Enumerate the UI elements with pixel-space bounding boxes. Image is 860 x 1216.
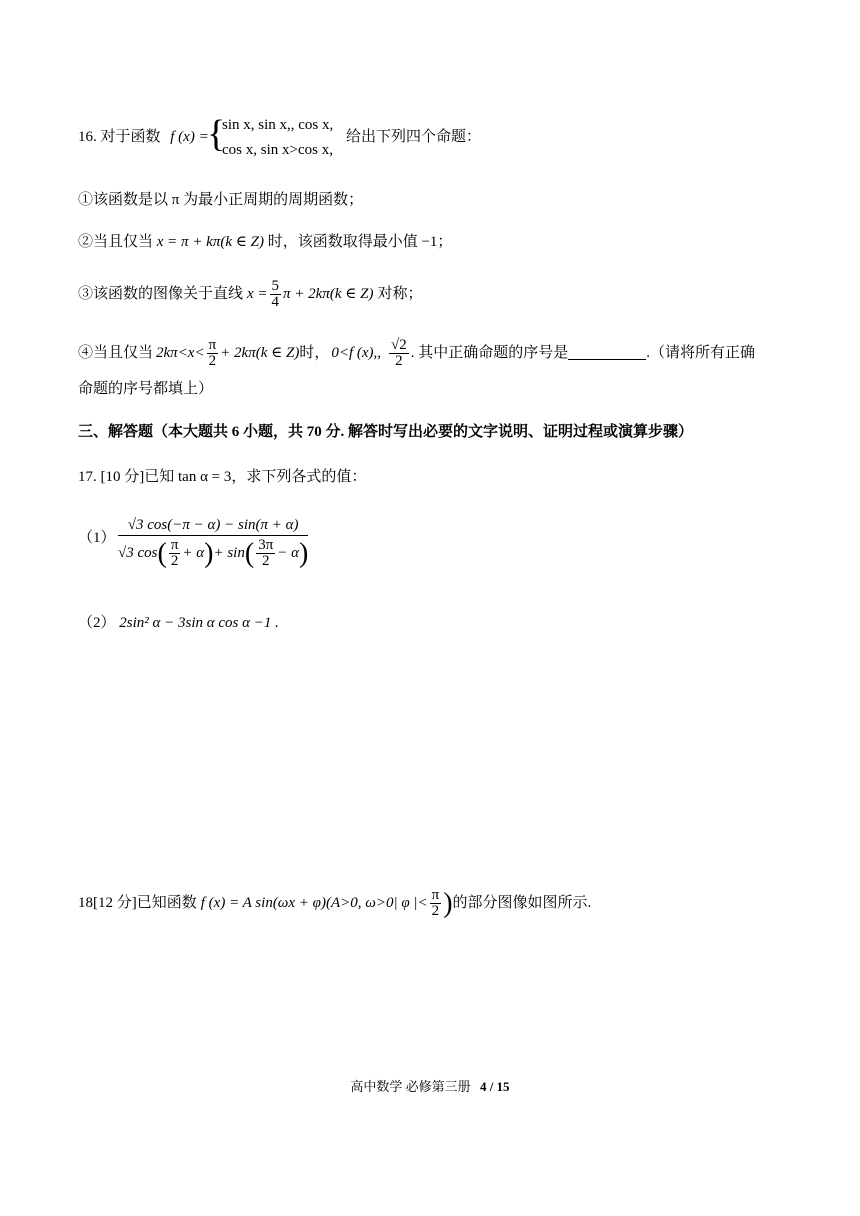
paren-open-1: ( [157, 537, 167, 569]
answer-blank[interactable] [568, 347, 646, 360]
q16-intro-tail: 给出下列四个命题： [346, 129, 482, 145]
den-frac2-den: 2 [256, 553, 275, 569]
q16-proposition-4-cont: 命题的序号都填上） [78, 381, 214, 397]
p3-frac-den: 4 [271, 294, 280, 310]
q16-intro [78, 130, 209, 145]
p2-math: x = π + kπ(k ∈ Z) [156, 234, 264, 250]
q18-tail: 的部分图像如图所示. [452, 895, 592, 911]
q18-math: f (x) = A sin(ωx + φ)(A>0, ω>0| φ |< [200, 895, 428, 911]
paren-open-2: ( [244, 537, 255, 569]
p3-frac-num: 5 [271, 278, 280, 294]
p3-rest: π + 2kπ(k ∈ Z) [283, 286, 374, 302]
paren-close-1: ) [204, 537, 214, 569]
den-plus-alpha: + α [182, 545, 205, 561]
q16-proposition-2 [78, 235, 452, 250]
q16-proposition-3 [78, 279, 422, 310]
q16-proposition-4 [78, 338, 755, 369]
p4-frac2-den: 2 [389, 353, 409, 369]
footer-page-number: 4 / 15 [479, 1079, 510, 1094]
q17-part2-label: （2） [78, 615, 116, 631]
p4-fraction-1 [207, 338, 219, 369]
den-frac1-num: π [170, 537, 179, 553]
p4-note: .（请将所有正确 [646, 345, 756, 361]
p4-math-1: 2kπ<x< [156, 345, 205, 361]
page-footer [0, 1080, 860, 1093]
q17-part1-label: （1） [78, 530, 116, 546]
q18-frac-den: 2 [430, 903, 442, 919]
footer-course: 高中数学 必修第三册 [350, 1079, 471, 1094]
p4-lead: ④当且仅当 [78, 345, 154, 361]
section-3-heading: 三、解答题（本大题共 6 小题，共 70 分. 解答时写出必要的文字说明、证明过程或演算步骤） [78, 424, 694, 440]
p2-tail: 时，该函数取得最小值 −1； [267, 234, 453, 250]
paren-close-2: ) [299, 537, 309, 569]
q17-part2 [78, 616, 279, 631]
p3-lead: ③该函数的图像关于直线 [78, 286, 244, 302]
p4-math-3: 0<f (x),, [331, 345, 382, 361]
q17-part1-expression [118, 516, 308, 569]
den-minus-alpha: − α [277, 545, 300, 561]
p4-question: . 其中正确命题的序号是 [410, 345, 569, 361]
q17-part2-expression: 2sin² α − 3sin α cos α −1 . [119, 615, 279, 631]
p4-fraction-2 [389, 338, 409, 369]
piecewise-brace: { [207, 113, 226, 155]
p4-frac1-num: π [208, 337, 217, 353]
q16-case-2: cos x, sin x>cos x, [222, 142, 333, 158]
den-frac1-den: 2 [169, 553, 181, 569]
p3-tail: 对称； [377, 286, 423, 302]
q18-frac-num: π [431, 887, 440, 903]
p4-math-2: + 2kπ(k ∈ Z) [220, 345, 300, 361]
den-sqrt3cos: √3 cos [118, 545, 158, 561]
q18-fraction [430, 888, 442, 919]
p2-lead: ②当且仅当 [78, 234, 154, 250]
q18-paren-close: ) [443, 887, 453, 919]
p3-x: x = [247, 286, 268, 302]
q16-proposition-1: ①该函数是以 π 为最小正周期的周期函数； [78, 192, 364, 208]
den-frac2-num: 3π [258, 537, 274, 553]
part1-denominator [118, 536, 308, 569]
q18-lead: 18[12 分]已知函数 [78, 895, 197, 911]
q16-case-1: sin x, sin x,, cos x, [222, 117, 334, 133]
p4-when: 时， [299, 345, 330, 361]
q17-stem: 17. [10 分]已知 tan α = 3，求下列各式的值： [78, 469, 367, 485]
den-frac-1 [169, 538, 181, 569]
q16-function-name: f (x) = [170, 129, 209, 145]
den-plus-sin: + sin [213, 545, 245, 561]
p4-frac1-den: 2 [207, 353, 219, 369]
part1-numerator: √3 cos(−π − α) − sin(π + α) [118, 516, 308, 536]
p3-fraction [270, 279, 282, 310]
p4-frac2-num: √2 [391, 337, 407, 353]
den-frac-2 [256, 538, 275, 569]
q16-intro-text: 16. 对于函数 [78, 129, 161, 145]
q18-stem [78, 888, 591, 919]
